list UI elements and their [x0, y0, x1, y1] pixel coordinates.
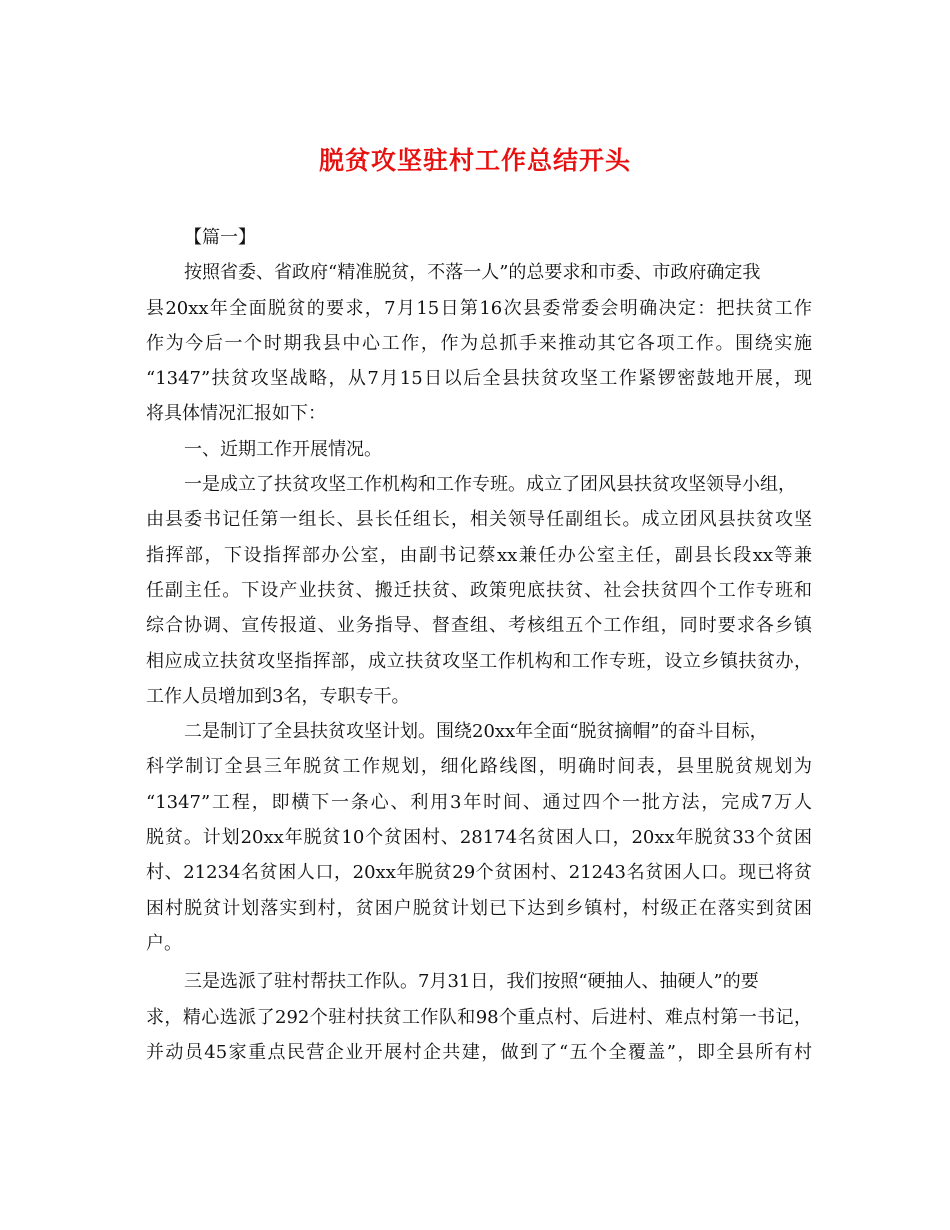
paragraph-line: 科学制订全县三年脱贫工作规划，细化路线图，明确时间表，县里脱贫规划为 — [146, 756, 812, 778]
section-heading: 【篇一】 — [184, 227, 256, 248]
paragraph-line: 由县委书记任第一组长、县长任组长，相关领导任副组长。成立团风县扶贫攻坚 — [146, 509, 812, 531]
paragraph-line: “1347”工程，即横下一条心、利用3年时间、通过四个一批方法，完成7万人 — [146, 791, 812, 813]
paragraph-line: 脱贫。计划20xx年脱贫10个贫困村、28174名贫困人口，20xx年脱贫33个贫困 — [146, 827, 812, 849]
paragraph-line: 作为今后一个时期我县中心工作，作为总抓手来推动其它各项工作。围绕实施 — [146, 332, 812, 354]
paragraph-line: 按照省委、省政府“精准脱贫，不落一人”的总要求和市委、市政府确定我 — [184, 262, 761, 284]
paragraph-line: 户。 — [146, 932, 182, 954]
paragraph-line: 指挥部，下设指挥部办公室，由副书记蔡xx兼任办公室主任，副县长段xx等兼 — [146, 544, 812, 566]
paragraph-line: 将具体情况汇报如下： — [146, 403, 326, 425]
subheading: 一、近期工作开展情况。 — [184, 438, 382, 460]
paragraph-line: “1347”扶贫攻坚战略，从7月15日以后全县扶贫攻坚工作紧锣密鼓地开展，现 — [146, 368, 812, 390]
paragraph-line: 相应成立扶贫攻坚指挥部，成立扶贫攻坚工作机构和工作专班，设立乡镇扶贫办， — [146, 650, 812, 672]
paragraph-line: 困村脱贫计划落实到村，贫困户脱贫计划已下达到乡镇村，村级正在落实到贫困 — [146, 897, 812, 919]
paragraph-line: 任副主任。下设产业扶贫、搬迁扶贫、政策兜底扶贫、社会扶贫四个工作专班和 — [146, 579, 812, 601]
paragraph-line: 综合协调、宣传报道、业务指导、督查组、考核组五个工作组，同时要求各乡镇 — [146, 615, 812, 637]
paragraph-line: 村、21234名贫困人口，20xx年脱贫29个贫困村、21243名贫困人口。现已将贫 — [146, 862, 812, 884]
paragraph-line: 县20xx年全面脱贫的要求，7月15日第16次县委常委会明确决定：把扶贫工作 — [146, 297, 812, 319]
document-body — [146, 220, 812, 1070]
paragraph-line: 工作人员增加到3名，专职专干。 — [146, 685, 410, 707]
paragraph-line: 二是制订了全县扶贫攻坚计划。围绕20xx年全面“脱贫摘帽”的奋斗目标， — [184, 721, 768, 743]
paragraph-line: 并动员45家重点民营企业开展村企共建，做到了“五个全覆盖”，即全县所有村 — [146, 1041, 812, 1063]
paragraph-line: 一是成立了扶贫攻坚工作机构和工作专班。成立了团风县扶贫攻坚领导小组， — [184, 474, 796, 496]
document-title: 脱贫攻坚驻村工作总结开头 — [318, 146, 631, 175]
paragraph-line: 求，精心选派了292个驻村扶贫工作队和98个重点村、后进村、难点村第一书记， — [146, 1006, 812, 1028]
paragraph-line: 三是选派了驻村帮扶工作队。7月31日，我们按照“硬抽人、抽硬人”的要 — [184, 971, 759, 993]
